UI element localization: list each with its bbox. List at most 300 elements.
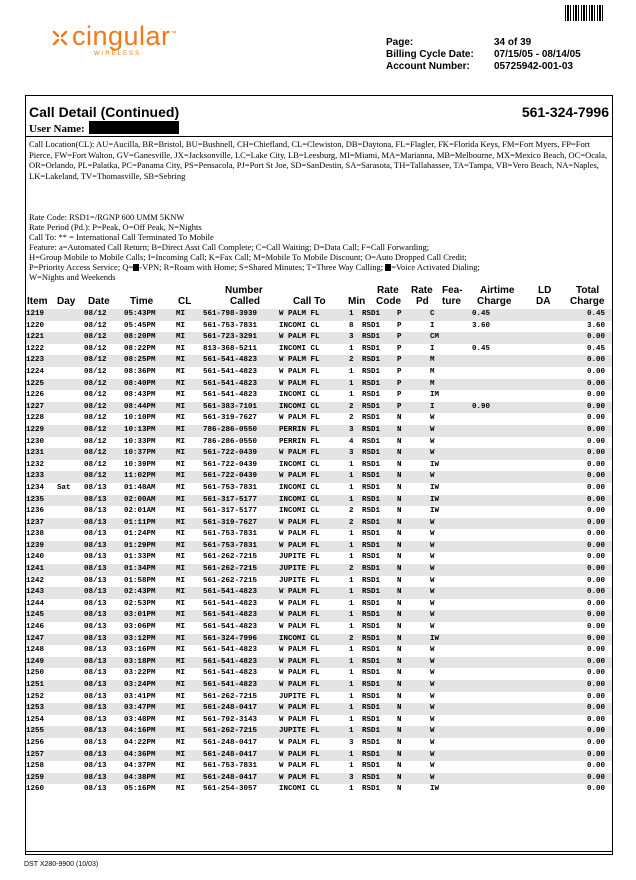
cell-rate-code: RSD1 [362, 715, 381, 724]
cell-time: 08:36PM [124, 367, 156, 376]
cell-number: 561-541-4823 [203, 669, 258, 678]
cell-rate-code: RSD1 [362, 727, 381, 736]
cell-total: 0.00 [586, 391, 605, 400]
cell-total: 0.00 [586, 750, 605, 759]
cell-number: 561-248-0417 [203, 773, 258, 782]
cell-total: 0.00 [586, 611, 605, 620]
cell-rate-code: RSD1 [362, 669, 381, 678]
table-row [26, 773, 612, 785]
cell-number: 561-723-3291 [203, 333, 258, 342]
cell-date: 08/12 [84, 310, 107, 318]
cell-rate-pd: N [397, 623, 402, 632]
cell-min: 3 [349, 333, 354, 342]
col-rate-pd-top: Rate [411, 285, 433, 296]
cell-total: 0.00 [586, 599, 605, 608]
cell-rate-code: RSD1 [362, 460, 381, 469]
cell-feature: W [430, 692, 435, 701]
table-row [26, 634, 612, 646]
cell-cl: MI [176, 333, 186, 342]
cell-rate-pd: N [397, 634, 402, 643]
cell-min: 1 [349, 541, 354, 550]
cell-rate-code: RSD1 [362, 576, 381, 585]
cell-rate-code: RSD1 [362, 785, 381, 794]
cell-time: 02:00AM [124, 495, 156, 504]
col-rate-code-top: Rate [377, 285, 399, 296]
cell-number: 561-541-4823 [203, 391, 258, 400]
cell-feature: IW [430, 483, 440, 492]
cell-number: 561-262-7215 [203, 576, 258, 585]
table-bottom-border [26, 851, 612, 852]
cell-time: 04:16PM [124, 727, 156, 736]
cell-cl: MI [176, 437, 186, 446]
cell-number: 561-262-7215 [203, 727, 258, 736]
cell-number: 561-317-5177 [203, 495, 258, 504]
table-row [26, 564, 612, 576]
cell-rate-pd: N [397, 599, 402, 608]
cell-feature: I [430, 321, 435, 330]
cell-rate-pd: P [397, 379, 402, 388]
cell-item: 1246 [26, 623, 45, 632]
cell-time: 03:41PM [124, 692, 156, 701]
col-time: Time [130, 296, 154, 307]
cell-item: 1251 [26, 681, 45, 689]
cell-number: 561-753-7831 [203, 762, 258, 771]
table-row [26, 692, 612, 704]
cell-rate-code: RSD1 [362, 762, 381, 771]
cell-rate-pd: N [397, 611, 402, 620]
cell-date: 08/12 [84, 425, 107, 434]
cell-min: 1 [349, 460, 354, 469]
cell-call-to: INCOMI CL [279, 460, 320, 469]
table-row [26, 483, 612, 495]
cell-feature: W [430, 738, 435, 747]
cell-time: 03:06PM [124, 623, 156, 632]
table-row [26, 587, 612, 599]
cell-cl: MI [176, 599, 186, 608]
account-number-label: Account Number: [386, 61, 470, 72]
cell-rate-code: RSD1 [362, 425, 381, 434]
cell-item: 1255 [26, 727, 45, 736]
table-row [26, 518, 612, 530]
cell-number: 561-383-7101 [203, 402, 258, 411]
cell-number: 561-722-0439 [203, 449, 258, 458]
cell-item: 1244 [26, 599, 45, 608]
table-row [26, 379, 612, 391]
cell-call-to: W PALM FL [279, 541, 320, 550]
cell-number: 561-541-4823 [203, 657, 258, 666]
table-row [26, 355, 612, 367]
table-row [26, 529, 612, 541]
cell-call-to: INCOMI CL [279, 321, 320, 330]
cell-call-to: W PALM FL [279, 611, 320, 620]
rate-period-legend: Rate Period (Pd.): P=Peak, O=Off Peak, N=Nights [29, 222, 202, 232]
cell-call-to: W PALM FL [279, 599, 320, 608]
cell-call-to: PERRIN FL [279, 425, 320, 434]
cell-feature: W [430, 715, 435, 724]
feature-legend-2: H=Group Mobile to Mobile Calls; I=Incoming Call; K=Fax Call; M=Mobile To Mobile Discount; O=Auto Dropped Call Credit; [29, 252, 467, 262]
col-number-top: Number [225, 285, 263, 296]
rate-code-legend: Rate Code: RSD1=/RGNP 600 UMM 5KNW [29, 212, 185, 222]
col-airtime-top: Airtime [480, 285, 515, 296]
cell-feature: W [430, 727, 435, 736]
cell-rate-pd: N [397, 518, 402, 527]
cell-call-to: W PALM FL [279, 646, 320, 655]
form-number: DST X280-9900 (10/03) [24, 861, 99, 868]
cell-total: 0.00 [586, 657, 605, 666]
cell-date: 08/12 [84, 367, 107, 376]
cell-time: 03:24PM [124, 681, 156, 689]
cell-rate-pd: N [397, 704, 402, 713]
cell-number: 561-248-0417 [203, 704, 258, 713]
cell-min: 1 [349, 599, 354, 608]
cell-total: 0.00 [586, 460, 605, 469]
table-row [26, 645, 612, 657]
user-name-label: User Name: [29, 123, 85, 135]
table-row [26, 610, 612, 622]
cell-rate-code: RSD1 [362, 414, 381, 423]
cell-feature: M [430, 356, 435, 365]
cell-cl: MI [176, 738, 186, 747]
cell-min: 3 [349, 773, 354, 782]
cell-min: 1 [349, 391, 354, 400]
cell-date: 08/13 [84, 530, 107, 539]
cell-item: 1235 [26, 495, 45, 504]
cell-feature: W [430, 611, 435, 620]
cell-total: 0.00 [586, 530, 605, 539]
cell-cl: MI [176, 669, 186, 678]
cell-date: 08/12 [84, 472, 107, 481]
col-ld-top: LD [538, 285, 552, 296]
cell-feature: IW [430, 507, 440, 516]
cell-number: 561-541-4823 [203, 356, 258, 365]
cell-item: 1219 [26, 310, 45, 318]
barcode [565, 5, 603, 21]
cell-time: 04:37PM [124, 762, 156, 771]
cell-number: 561-753-7831 [203, 541, 258, 550]
cell-rate-code: RSD1 [362, 333, 381, 342]
cell-number: 561-324-7996 [203, 634, 258, 643]
cell-feature: I [430, 344, 435, 353]
cell-call-to: W PALM FL [279, 518, 320, 527]
cell-date: 08/13 [84, 681, 107, 689]
table-row [26, 576, 612, 588]
cell-total: 0.45 [586, 344, 605, 353]
cell-call-to: JUPITE FL [279, 576, 320, 585]
cell-time: 01:58PM [124, 576, 156, 585]
cell-number: 561-753-7831 [203, 483, 258, 492]
table-row [26, 726, 612, 738]
cell-min: 1 [349, 692, 354, 701]
col-min: Min [348, 296, 366, 307]
cell-item: 1253 [26, 704, 45, 713]
cell-cl: MI [176, 623, 186, 632]
cell-item: 1247 [26, 634, 45, 643]
cell-rate-pd: P [397, 321, 402, 330]
cell-item: 1252 [26, 692, 45, 701]
cell-date: 08/12 [84, 460, 107, 469]
cell-item: 1258 [26, 762, 45, 771]
cell-cl: MI [176, 565, 186, 574]
cell-number: 561-319-7627 [203, 414, 258, 423]
cell-rate-code: RSD1 [362, 634, 381, 643]
cell-time: 03:47PM [124, 704, 156, 713]
cell-feature: W [430, 437, 435, 446]
cell-feature: W [430, 530, 435, 539]
billing-cycle-value: 07/15/05 - 08/14/05 [494, 49, 581, 60]
cell-time: 03:01PM [124, 611, 156, 620]
cell-item: 1254 [26, 715, 45, 724]
cell-date: 08/13 [84, 715, 107, 724]
cell-feature: I [430, 402, 435, 411]
col-feature-top: Fea- [442, 285, 463, 296]
col-ld-bottom: DA [536, 296, 551, 307]
table-row [26, 738, 612, 750]
cell-feature: W [430, 518, 435, 527]
cell-min: 1 [349, 379, 354, 388]
cell-date: 08/13 [84, 727, 107, 736]
table-row [26, 680, 612, 692]
cell-min: 1 [349, 611, 354, 620]
cell-cl: MI [176, 785, 186, 794]
cell-time: 10:13PM [124, 425, 156, 434]
cell-min: 1 [349, 657, 354, 666]
cell-cl: MI [176, 750, 186, 759]
codes-legend [29, 212, 609, 282]
cell-item: 1245 [26, 611, 45, 620]
cell-time: 08:44PM [124, 402, 156, 411]
cell-number: 561-541-4823 [203, 623, 258, 632]
cell-feature: W [430, 472, 435, 481]
cell-date: 08/12 [84, 414, 107, 423]
cell-total: 0.45 [586, 310, 605, 318]
cell-total: 0.00 [586, 715, 605, 724]
cell-rate-pd: P [397, 333, 402, 342]
cell-rate-pd: N [397, 715, 402, 724]
cell-number: 561-753-7831 [203, 321, 258, 330]
cell-call-to: JUPITE FL [279, 692, 320, 701]
cell-total: 0.90 [586, 402, 605, 411]
cell-rate-pd: N [397, 437, 402, 446]
cell-cl: MI [176, 483, 186, 492]
cell-total: 0.00 [586, 449, 605, 458]
cell-call-to: PERRIN FL [279, 437, 320, 446]
cell-date: 08/13 [84, 483, 107, 492]
cell-date: 08/12 [84, 402, 107, 411]
cell-date: 08/13 [84, 773, 107, 782]
cell-cl: MI [176, 773, 186, 782]
cell-item: 1224 [26, 367, 45, 376]
cell-total: 0.00 [586, 425, 605, 434]
cell-cl: MI [176, 657, 186, 666]
cell-date: 08/12 [84, 391, 107, 400]
cell-time: 08:25PM [124, 356, 156, 365]
cell-rate-code: RSD1 [362, 565, 381, 574]
cell-item: 1232 [26, 460, 45, 469]
feature-legend-1: Feature: a=Automated Call Return; B=Direct Asst Call Complete; C=Call Waiting; D=Data Call; F=Call Forwarding; [29, 242, 430, 252]
cell-rate-pd: N [397, 657, 402, 666]
logo-subtitle: WIRELESS [94, 51, 142, 57]
cell-total: 0.00 [586, 646, 605, 655]
table-row [26, 332, 612, 344]
cell-rate-pd: N [397, 727, 402, 736]
cell-number: 561-262-7215 [203, 692, 258, 701]
cell-total: 0.00 [586, 367, 605, 376]
cell-call-to: INCOMI CL [279, 495, 320, 504]
cell-number: 561-541-4823 [203, 646, 258, 655]
cell-total: 0.00 [586, 518, 605, 527]
cell-call-to: INCOMI CL [279, 483, 320, 492]
cell-item: 1220 [26, 321, 45, 330]
cell-total: 0.00 [586, 692, 605, 701]
cell-item: 1248 [26, 646, 45, 655]
cell-airtime: 0.45 [472, 310, 491, 318]
cell-feature: W [430, 762, 435, 771]
call-location-legend: Call Location(CL): AU=Aucilla, BR=Bristol, BU=Bushnell, CH=Chiefland, CL=Clewiston, DB=Daytona, FL=Flagler, FK=Florida Keys, FM=Fort Myers, FP=Fort Pierce, FW=Fort Walton, GV=Ganesville, JX=Jacksonville, LC=Lake City, LB=Leesburg, MI=Miami, MA=Marianna, MB=Melbourne, MX=Mexico Beach, OC=Ocala, OR=Orlando, PL=Palatka, PC=Panama City, PS=Pensacola, PJ=Port St Joe, SD=SanDestin, SA=Sarasota, TH=Tallahassee, TA=Tampa, VB=Vero Beach, NA=Naples, LK=Lakeland, TV=Thomasville, SB=Sebring [29, 139, 608, 181]
user-name-row [29, 121, 179, 135]
cell-rate-pd: N [397, 472, 402, 481]
cell-min: 1 [349, 310, 354, 318]
cell-feature: W [430, 414, 435, 423]
cell-min: 1 [349, 750, 354, 759]
cell-min: 1 [349, 762, 354, 771]
cell-date: 08/13 [84, 623, 107, 632]
table-row [26, 460, 612, 472]
cell-min: 2 [349, 356, 354, 365]
cell-call-to: W PALM FL [279, 762, 320, 771]
table-row [26, 715, 612, 727]
cell-rate-code: RSD1 [362, 402, 381, 411]
table-row [26, 367, 612, 379]
feature-legend-4: W=Nights and Weekends [29, 272, 116, 282]
cell-min: 1 [349, 530, 354, 539]
cell-cl: MI [176, 518, 186, 527]
cell-cl: MI [176, 530, 186, 539]
col-airtime-bottom: Charge [477, 296, 512, 307]
cell-rate-code: RSD1 [362, 483, 381, 492]
cell-rate-code: RSD1 [362, 472, 381, 481]
cell-total: 0.00 [586, 785, 605, 794]
cell-call-to: JUPITE FL [279, 565, 320, 574]
cell-cl: MI [176, 588, 186, 597]
cell-number: 561-541-4823 [203, 611, 258, 620]
cell-date: 08/13 [84, 507, 107, 516]
cell-rate-code: RSD1 [362, 321, 381, 330]
cell-rate-pd: P [397, 310, 402, 318]
cell-rate-code: RSD1 [362, 599, 381, 608]
cell-total: 0.00 [586, 669, 605, 678]
cell-item: 1249 [26, 657, 45, 666]
cell-time: 08:43PM [124, 391, 156, 400]
cell-time: 04:36PM [124, 750, 156, 759]
cingular-jack-icon [50, 28, 70, 48]
cell-min: 1 [349, 588, 354, 597]
cell-time: 05:43PM [124, 310, 156, 318]
cell-rate-pd: N [397, 507, 402, 516]
cell-min: 1 [349, 715, 354, 724]
cell-number: 561-317-5177 [203, 507, 258, 516]
cell-cl: MI [176, 344, 186, 353]
cell-cl: MI [176, 310, 186, 318]
cell-number: 561-248-0417 [203, 750, 258, 759]
cell-time: 10:33PM [124, 437, 156, 446]
cell-call-to: W PALM FL [279, 530, 320, 539]
cell-rate-pd: P [397, 402, 402, 411]
call-detail-section [25, 95, 613, 855]
cell-rate-pd: N [397, 460, 402, 469]
cell-min: 2 [349, 518, 354, 527]
cell-rate-pd: N [397, 565, 402, 574]
cell-total: 0.00 [586, 576, 605, 585]
cell-item: 1223 [26, 356, 45, 365]
cell-item: 1227 [26, 402, 45, 411]
cell-feature: W [430, 681, 435, 689]
cell-rate-code: RSD1 [362, 704, 381, 713]
cell-airtime: 0.90 [472, 402, 491, 411]
cell-rate-code: RSD1 [362, 646, 381, 655]
col-cl: CL [178, 296, 192, 307]
cell-min: 3 [349, 425, 354, 434]
cell-min: 1 [349, 669, 354, 678]
cell-rate-code: RSD1 [362, 657, 381, 666]
cell-call-to: INCOMI CL [279, 391, 320, 400]
cell-number: 561-541-4823 [203, 379, 258, 388]
cell-feature: W [430, 657, 435, 666]
cell-total: 0.00 [586, 356, 605, 365]
cell-total: 0.00 [586, 588, 605, 597]
cell-call-to: W PALM FL [279, 681, 320, 689]
cell-time: 02:01AM [124, 507, 156, 516]
cell-total: 0.00 [586, 483, 605, 492]
cell-cl: MI [176, 414, 186, 423]
cell-number: 561-262-7215 [203, 565, 258, 574]
cell-item: 1242 [26, 576, 45, 585]
page-value: 34 of 39 [494, 37, 532, 48]
cell-item: 1250 [26, 669, 45, 678]
cell-total: 0.00 [586, 565, 605, 574]
logo-wordmark: cingular™ [72, 21, 178, 51]
cell-date: 08/12 [84, 379, 107, 388]
cell-call-to: W PALM FL [279, 750, 320, 759]
billing-cycle-label: Billing Cycle Date: [386, 49, 474, 60]
cell-call-to: W PALM FL [279, 738, 320, 747]
cell-item: 1238 [26, 530, 45, 539]
cell-date: 08/13 [84, 657, 107, 666]
cell-rate-code: RSD1 [362, 530, 381, 539]
cell-cl: MI [176, 449, 186, 458]
cell-number: 561-248-0417 [203, 738, 258, 747]
cell-total: 0.00 [586, 773, 605, 782]
cell-date: 08/13 [84, 495, 107, 504]
cell-time: 01:24PM [124, 530, 156, 539]
cell-item: 1260 [26, 785, 45, 794]
col-number-bottom: Called [230, 296, 261, 307]
cell-date: 08/13 [84, 553, 107, 562]
cell-rate-pd: N [397, 541, 402, 550]
cell-rate-pd: P [397, 391, 402, 400]
cell-date: 08/12 [84, 321, 107, 330]
table-header [26, 285, 612, 307]
cell-rate-pd: N [397, 483, 402, 492]
cell-date: 08/12 [84, 344, 107, 353]
cell-cl: MI [176, 692, 186, 701]
cell-time: 01:33PM [124, 553, 156, 562]
cell-total: 0.00 [586, 762, 605, 771]
cell-min: 2 [349, 565, 354, 574]
cell-item: 1221 [26, 333, 45, 342]
cell-min: 1 [349, 344, 354, 353]
table-row [26, 506, 612, 518]
cell-min: 1 [349, 553, 354, 562]
